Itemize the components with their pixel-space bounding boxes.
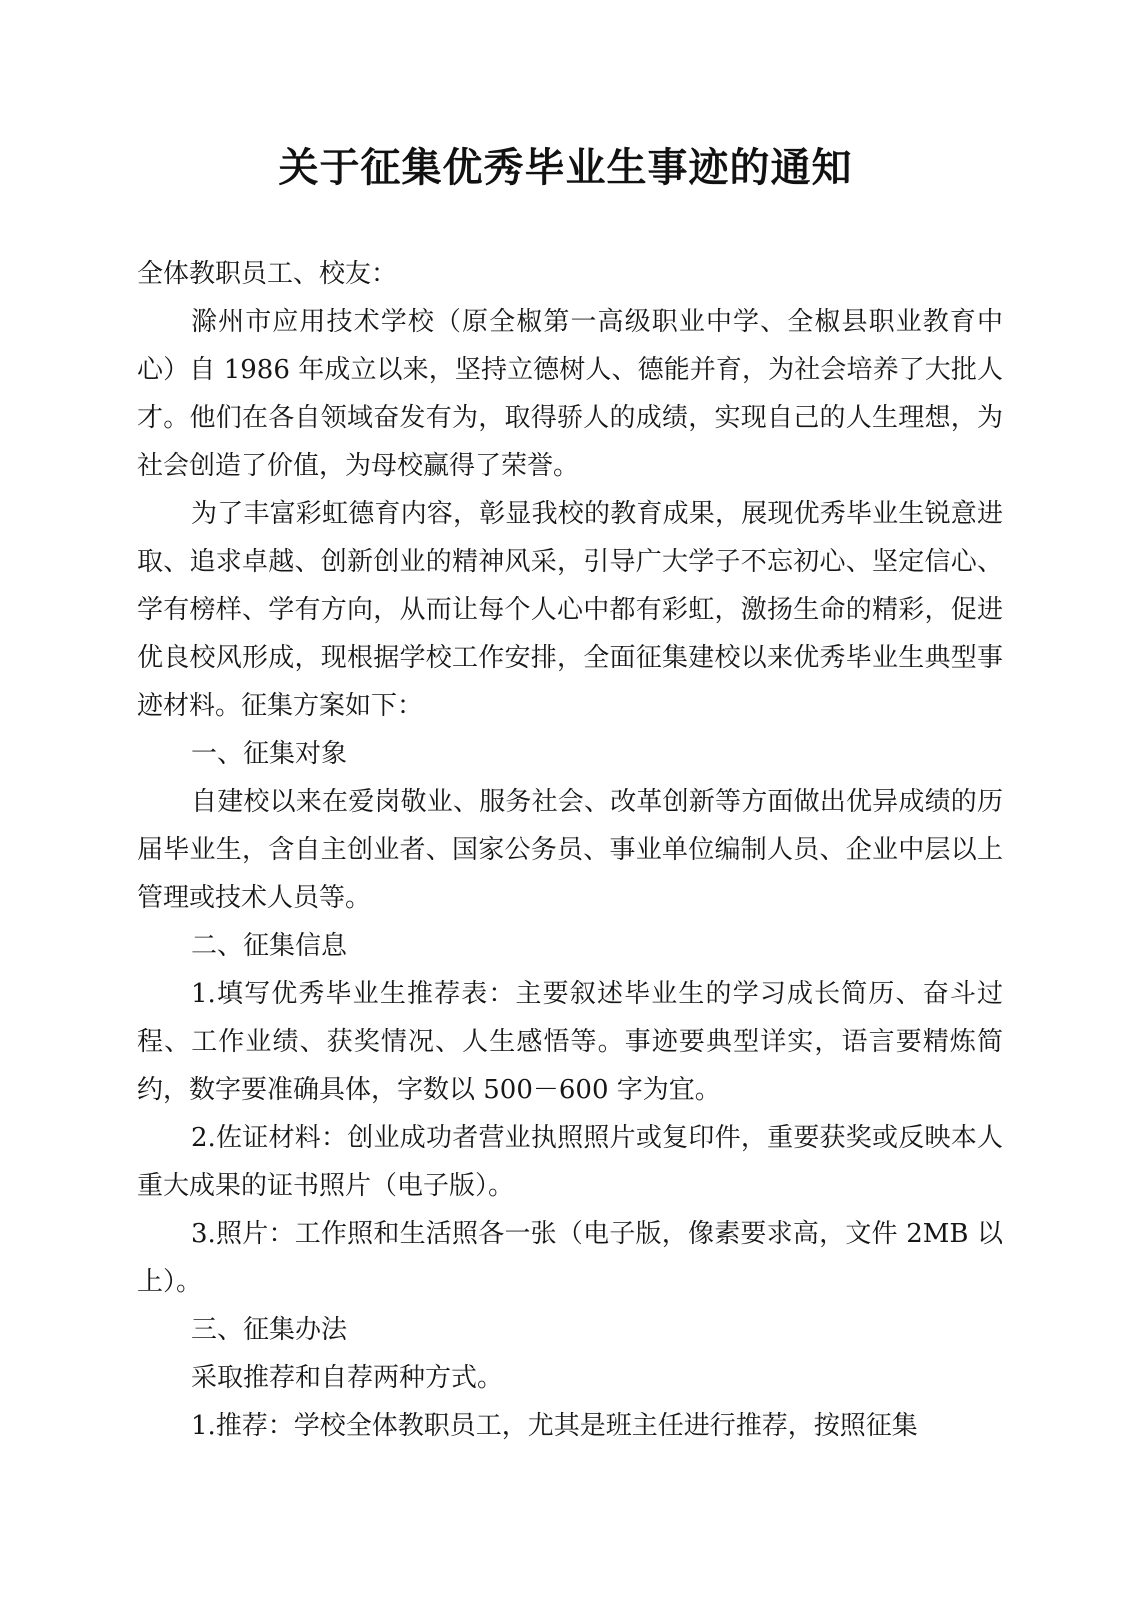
paragraph-methods: 采取推荐和自荐两种方式。: [191, 1363, 504, 1393]
section-heading-methods: 三、征集办法: [191, 1315, 348, 1345]
paragraph-targets: 自建校以来在爱岗敬业、服务社会、改革创新等方面做出优异成绩的历届毕业生，含自主创业者、国家公务员、事业单位编制人员、企业中层以上管理或技术人员等。: [137, 787, 1003, 913]
paragraph-methods-1: 1.推荐：学校全体教职员工，尤其是班主任进行推荐，按照征集: [191, 1411, 918, 1441]
document-title: 关于征集优秀毕业生事迹的通知: [278, 145, 853, 191]
document-body: [137, 250, 1003, 1450]
paragraph-info-3: 3.照片：工作照和生活照各一张（电子版，像素要求高，文件 2MB 以上）。: [137, 1219, 1003, 1297]
section-heading-targets: 一、征集对象: [191, 739, 348, 769]
paragraph-intro: 滁州市应用技术学校（原全椒第一高级职业中学、全椒县职业教育中心）自 1986 年成立以来，坚持立德树人、德能并育，为社会培养了大批人才。他们在各自领域奋发有为，取得骄人的成绩，实现自己的人生理想，为社会创造了价值，为母校赢得了荣誉。: [137, 307, 1003, 481]
paragraph-info-2: 2.佐证材料：创业成功者营业执照照片或复印件，重要获奖或反映本人重大成果的证书照片（电子版）。: [137, 1123, 1003, 1201]
section-heading-info: 二、征集信息: [191, 931, 348, 961]
paragraph-info-1: 1.填写优秀毕业生推荐表：主要叙述毕业生的学习成长简历、奋斗过程、工作业绩、获奖情况、人生感悟等。事迹要典型详实，语言要精炼简约，数字要准确具体，字数以 500－600 字为宜。: [137, 979, 1003, 1105]
paragraph-purpose: 为了丰富彩虹德育内容，彰显我校的教育成果，展现优秀毕业生锐意进取、追求卓越、创新创业的精神风采，引导广大学子不忘初心、坚定信心、学有榜样、学有方向，从而让每个人心中都有彩虹，激扬生命的精彩，促进优良校风形成，现根据学校工作安排，全面征集建校以来优秀毕业生典型事迹材料。征集方案如下：: [137, 499, 1003, 721]
salutation: 全体教职员工、校友：: [137, 259, 398, 289]
